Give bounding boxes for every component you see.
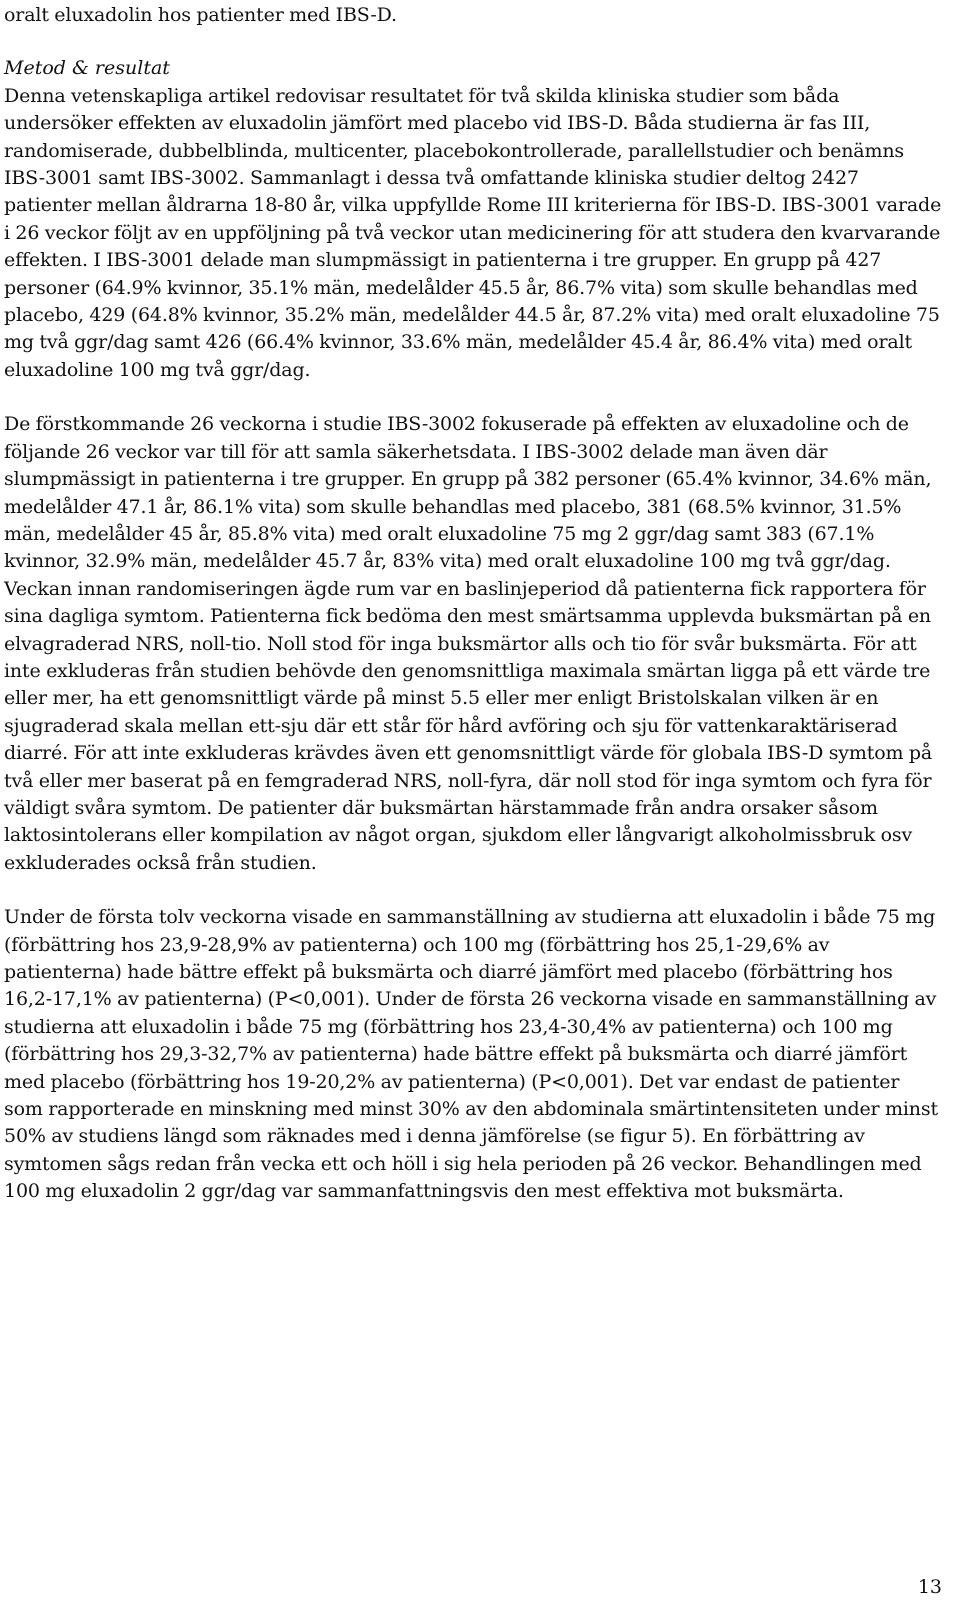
paragraph-ibs-3002: De förstkommande 26 veckorna i studie IBS-3002 fokuserade på effekten av eluxadoline och de följande 26 veckor var till för att samla säkerhetsdata. I IBS-3002 delade man även där slumpmässigt in patienterna i tre grupper. En grupp på 382 personer (65.4% kvinnor, 34.6% män, medelålder 47.1 år, 86.1% vita) som skulle behandlas med placebo, 381 (68.5% kvinnor, 31.5% män, medelålder 45 år, 85.8% vita) med oralt eluxadoline 75 mg 2 ggr/dag samt 383 (67.1% kvinnor, 32.9% män, medelålder 45.7 år, 83% vita) med oralt eluxadoline 100 mg två ggr/dag. Veckan innan randomiseringen ägde rum var en baslinjeperiod då patienterna fick rapportera för sina dagliga symtom. Patienterna fick bedöma den mest smärtsamma upplevda buksmärtan på en elvagraderad NRS, noll-tio. Noll stod för inga buksmärtor alls och tio för svår buksmärta. För att inte exkluderas från studien behövde den genomsnittliga maximala smärtan ligga på ett värde tre eller mer, ha ett genomsnittligt värde på minst 5.5 eller mer enligt Bristolskalan vilken är en sjugraderad skala mellan ett-sju där ett står för hård avföring och sju för vattenkaraktäriserad diarré. För att inte exkluderas krävdes även ett genomsnittligt värde för globala IBS-D symtom på två eller mer baserat på en femgraderad NRS, noll-fyra, där noll stod för inga symtom och fyra för väldigt svåra symtom. De patienter där buksmärtan härstammade från andra orsaker såsom laktosintolerans eller kompilation av något organ, sjukdom eller långvarigt alkoholmissbruk osv exkluderades också från studien. [4, 413, 933, 874]
section-heading: Metod & resultat [4, 57, 170, 80]
continuation-line: oralt eluxadolin hos patienter med IBS-D. [4, 4, 397, 26]
page-number: 13 [917, 1576, 942, 1598]
paragraph-results: Under de första tolv veckorna visade en sammanställning av studierna att eluxadolin i både 75 mg (förbättring hos 23,9-28,9% av patienterna) och 100 mg (förbättring hos 25,1-29,6% av patienterna) hade bättre effekt på buksmärta och diarré jämfört med placebo (förbättring hos 16,2-17,1% av patienterna) (P<0,001). Under de första 26 veckorna visade en sammanställning av studierna att eluxadolin i både 75 mg (förbättring hos 23,4-30,4% av patienterna) och 100 mg (förbättring hos 29,3-32,7% av patienterna) hade bättre effekt på buksmärta och diarré jämfört med placebo (förbättring hos 19-20,2% av patienterna) (P<0,001). Det var endast de patienter som rapporterade en minskning med minst 30% av den abdominala smärtintensiteten under minst 50% av studiens längd som räknades med i denna jämförelse (se figur 5). En förbättring av symtomen sågs redan från vecka ett och höll i sig hela perioden på 26 veckor. Behandlingen med 100 mg eluxadolin 2 ggr/dag var sammanfattningsvis den mest effektiva mot buksmärta. [4, 906, 938, 1203]
paragraph-method: Denna vetenskapliga artikel redovisar resultatet för två skilda kliniska studier som båda undersöker effekten av eluxadolin jämfört med placebo vid IBS-D. Båda studierna är fas III, randomiserade, dubbelblinda, multicenter, placebokontrollerade, parallellstudier och benämns IBS-3001 samt IBS-3002. Sammanlagt i dessa två omfattande kliniska studier deltog 2427 patienter mellan åldrarna 18-80 år, vilka uppfyllde Rome III kriterierna för IBS-D. IBS-3001 varade i 26 veckor följt av en uppföljning på två veckor utan medicinering för att studera den kvarvarande effekten. I IBS-3001 delade man slumpmässigt in patienterna i tre grupper. En grupp på 427 personer (64.9% kvinnor, 35.1% män, medelålder 45.5 år, 86.7% vita) som skulle behandlas med placebo, 429 (64.8% kvinnor, 35.2% män, medelålder 44.5 år, 87.2% vita) med oralt eluxadoline 75 mg två ggr/dag samt 426 (66.4% kvinnor, 33.6% män, medelålder 45.4 år, 86.4% vita) med oralt eluxadoline 100 mg två ggr/dag. [4, 84, 942, 381]
document-page [4, 0, 942, 1206]
